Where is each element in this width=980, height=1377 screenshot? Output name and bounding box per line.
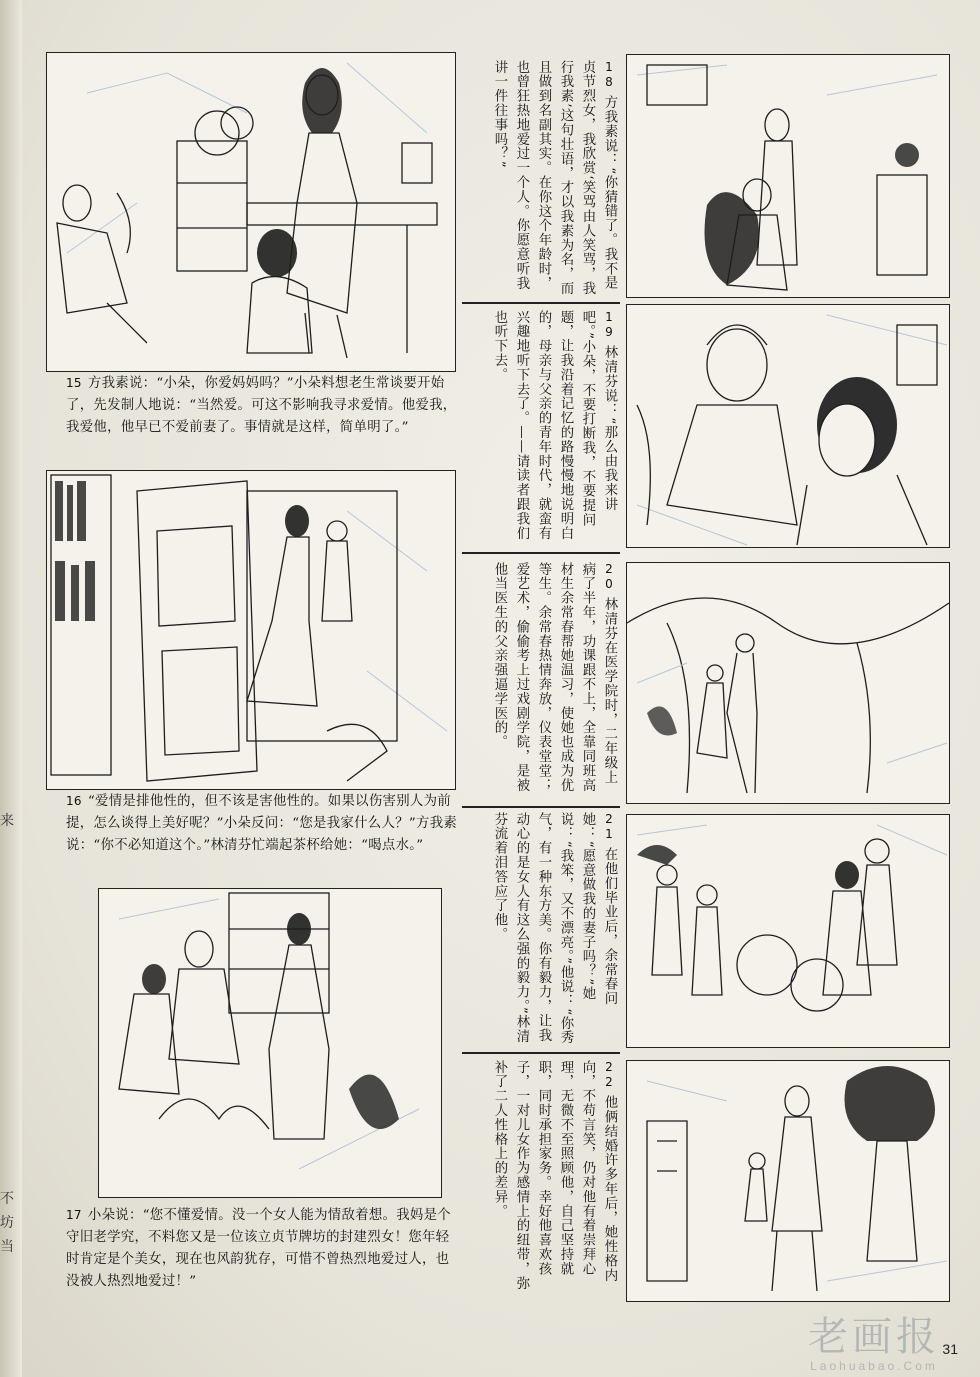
page-number: 31 bbox=[942, 1341, 958, 1357]
divider bbox=[462, 302, 620, 304]
left-margin-char: 来 bbox=[0, 813, 14, 829]
panel-number: 19 bbox=[602, 310, 616, 340]
page-spine bbox=[0, 0, 22, 1377]
panel-text: 林清芬在医学院时，二年级上病了半年，功课跟不上，全靠同班高材生余常春帮她温习，使她也成为优等生。余常春热情奔放，仪表堂堂；爱艺术，偷偷考上过戏剧学院，是被他当医生的父亲强逼学医的。 bbox=[492, 562, 617, 793]
panel-16-illustration bbox=[46, 470, 456, 790]
panel-17-caption bbox=[66, 1204, 458, 1293]
panel-text: 林清芬说：“那么由我来讲吧。”小朵，不要打断我，不要提问题，让我沿着记忆的路慢慢地说明白的，母亲与父亲的青年时代，就蛮有兴趣地听下去了。——请读者跟我们也听下去。 bbox=[492, 310, 617, 541]
room-conversation-drawing bbox=[627, 55, 949, 297]
panel-22-caption bbox=[470, 1060, 620, 1300]
panel-21-illustration bbox=[626, 814, 950, 1048]
sitting-room-scene-drawing bbox=[99, 889, 441, 1197]
panel-number: 15 bbox=[66, 376, 82, 390]
panel-19-caption bbox=[470, 310, 620, 542]
left-margin-char: 当 bbox=[0, 1239, 14, 1255]
panel-number: 17 bbox=[66, 1208, 82, 1222]
panel-15-illustration bbox=[46, 52, 456, 372]
panel-text: 在他们毕业后，余常春问她：“愿意做我的妻子吗？”她说：“我笨，又不漂亮。”他说：“你秀气，有一种东方美。你有毅力，让我动心的是女人有这么强的毅力。”林清芬流着泪答应了他。 bbox=[492, 812, 617, 1045]
watermark-cn: 老画报 bbox=[808, 1315, 940, 1359]
left-margin-char: 坊 bbox=[0, 1215, 14, 1231]
divider bbox=[462, 1052, 620, 1054]
panel-15-caption bbox=[66, 372, 458, 439]
panel-text: “爱情是排他性的，但不该是害他性的。如果以伤害别人为前提，怎么谈得上美好呢？”小朵反问：“您是我家什么人？”方我素说：“你不必知道这个。”林清芬忙端起茶杯给她：“喝点水。” bbox=[66, 794, 458, 853]
panel-number: 18 bbox=[602, 60, 616, 90]
watermark-en: Laohuabao.Com bbox=[810, 1359, 938, 1373]
panel-17-illustration bbox=[98, 888, 442, 1198]
panel-16-caption bbox=[66, 790, 458, 857]
family-garden-drawing bbox=[627, 1061, 949, 1301]
doorway-scene-drawing bbox=[47, 471, 455, 789]
panel-text: 小朵说：“您不懂爱情。没一个女人能为情敌着想。我妈是个守旧老学究，不料您又是一位该立贞节牌坊的封建烈女！您年轻时肯定是个美女，现在也风韵犹存，可惜不曾热烈地爱过人，也没被人热烈地爱过！” bbox=[66, 1208, 451, 1289]
panel-20-caption bbox=[470, 562, 620, 798]
panel-number: 21 bbox=[602, 812, 616, 842]
panel-18-illustration bbox=[626, 54, 950, 298]
divider bbox=[462, 806, 620, 808]
watermark bbox=[808, 1315, 940, 1373]
campus-couple-drawing bbox=[627, 563, 949, 803]
panel-text: 方我素说：“小朵，你爱妈妈吗？”小朵料想老生常谈要开始了，先发制人地说：“当然爱。可这不影响我寻求爱情。他爱我，我爱他，他早已不爱前妻了。事情就是这样，简单明了。” bbox=[66, 376, 457, 435]
panel-18-caption bbox=[470, 60, 620, 300]
panel-22-illustration bbox=[626, 1060, 950, 1302]
two-women-portrait-drawing bbox=[627, 305, 949, 547]
panel-number: 22 bbox=[602, 1060, 616, 1090]
panel-19-illustration bbox=[626, 304, 950, 548]
panel-text: 他俩结婚许多年后，她性格内向，不苟言笑，仍对他有着崇拜心理，无微不至照顾他，自己坚持就职，同时承担家务。幸好他喜欢孩子，一对儿女作为感情上的纽带，弥补了二人性格上的差异。 bbox=[492, 1060, 617, 1291]
left-margin-char: 不 bbox=[0, 1191, 14, 1207]
panel-text: 方我素说：“你猜错了。我不是贞节烈女，我欣赏‘笑骂由人笑骂，我行我素’这句壮语，才以我素为名，而且做到名副其实。在你这个年龄时，也曾狂热地爱过一个人。你愿意听我讲一件往事吗？” bbox=[492, 60, 617, 296]
panel-21-caption bbox=[470, 812, 620, 1048]
divider bbox=[462, 552, 620, 554]
panel-number: 20 bbox=[602, 562, 616, 592]
interior-scene-drawing bbox=[47, 53, 455, 371]
street-crowd-drawing bbox=[627, 815, 949, 1047]
panel-number: 16 bbox=[66, 794, 82, 808]
panel-20-illustration bbox=[626, 562, 950, 804]
